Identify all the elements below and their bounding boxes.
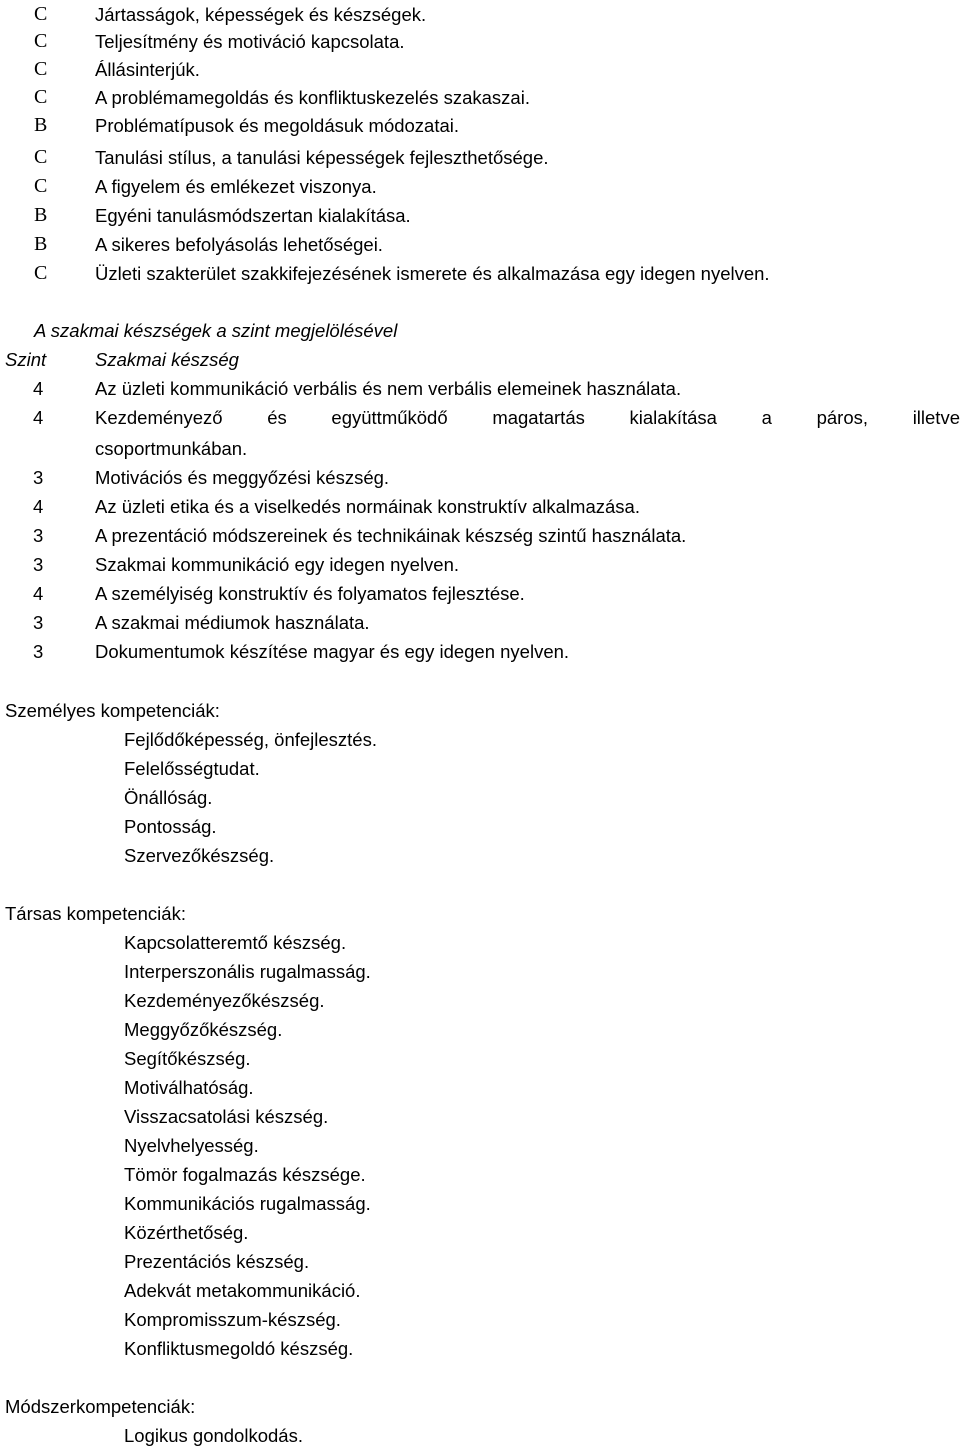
item-text: Problématípusok és megoldásuk módozatai. — [95, 115, 460, 136]
column-header-level: Szint — [5, 349, 47, 370]
column-header-skill: Szakmai készség — [95, 349, 239, 370]
competency-item: Visszacsatolási készség. — [124, 1106, 329, 1127]
item-text: A problémamegoldás és konfliktuskezelés szakaszai. — [95, 87, 530, 108]
skill-text: Szakmai kommunikáció egy idegen nyelven. — [95, 554, 460, 575]
skill-level: 4 — [33, 496, 44, 517]
level-code: B — [34, 204, 48, 226]
skill-text: A prezentáció módszereinek és technikáinak készség szintű használata. — [95, 525, 687, 546]
competency-item: Logikus gondolkodás. — [124, 1425, 303, 1446]
competency-item: Meggyőzőkészség. — [124, 1019, 283, 1040]
skill-level: 4 — [33, 583, 44, 604]
competency-item: Nyelvhelyesség. — [124, 1135, 259, 1156]
level-code: B — [34, 233, 48, 255]
skill-level: 4 — [33, 378, 44, 399]
level-code: C — [34, 262, 48, 284]
skill-level: 3 — [33, 467, 44, 488]
competency-item: Pontosság. — [124, 816, 217, 837]
competency-item: Kommunikációs rugalmasság. — [124, 1193, 371, 1214]
item-text: A sikeres befolyásolás lehetőségei. — [95, 234, 383, 255]
level-code: C — [34, 175, 48, 197]
skill-text: Az üzleti etika és a viselkedés normáinak konstruktív alkalmazása. — [95, 496, 640, 517]
competency-item: Fejlődőképesség, önfejlesztés. — [124, 729, 377, 750]
item-text: Üzleti szakterület szakkifejezésének ismerete és alkalmazása egy idegen nyelven. — [95, 263, 770, 284]
skill-text: Motivációs és meggyőzési készség. — [95, 467, 390, 488]
skill-text: Az üzleti kommunikáció verbális és nem verbális elemeinek használata. — [95, 378, 682, 399]
competency-item: Kompromisszum-készség. — [124, 1309, 341, 1330]
item-text: Állásinterjúk. — [95, 59, 200, 80]
level-code: C — [34, 3, 48, 25]
competency-item: Segítőkészség. — [124, 1048, 251, 1069]
item-text: Egyéni tanulásmódszertan kialakítása. — [95, 205, 411, 226]
competency-item: Konfliktusmegoldó készség. — [124, 1338, 354, 1359]
personal-competencies-title: Személyes kompetenciák: — [5, 700, 220, 721]
social-competencies-title: Társas kompetenciák: — [5, 903, 186, 924]
skill-row — [0, 403, 960, 432]
item-text: A figyelem és emlékezet viszonya. — [95, 176, 377, 197]
skill-text: Kezdeményező és együttműködő magatartás kialakítása a páros, illetve — [95, 407, 960, 428]
competency-item: Kapcsolatteremtő készség. — [124, 932, 347, 953]
competency-item: Kezdeményezőkészség. — [124, 990, 325, 1011]
competency-item: Adekvát metakommunikáció. — [124, 1280, 361, 1301]
method-competencies-title: Módszerkompetenciák: — [5, 1396, 196, 1417]
skill-text: Dokumentumok készítése magyar és egy idegen nyelven. — [95, 641, 570, 662]
competency-item: Önállóság. — [124, 787, 213, 808]
level-code: C — [34, 58, 48, 80]
level-code: C — [34, 30, 48, 52]
skill-level: 4 — [33, 407, 44, 428]
item-text: Teljesítmény és motiváció kapcsolata. — [95, 31, 405, 52]
skill-level: 3 — [33, 554, 44, 575]
competency-item: Szervezőkészség. — [124, 845, 275, 866]
competency-item: Felelősségtudat. — [124, 758, 260, 779]
skill-text: csoportmunkában. — [95, 438, 248, 459]
skills-heading: A szakmai készségek a szint megjelölésével — [34, 320, 398, 341]
competency-item: Közérthetőség. — [124, 1222, 249, 1243]
skill-level: 3 — [33, 525, 44, 546]
skill-level: 3 — [33, 612, 44, 633]
item-text: Jártasságok, képességek és készségek. — [95, 4, 427, 25]
skill-text: A szakmai médiumok használata. — [95, 612, 370, 633]
skill-level: 3 — [33, 641, 44, 662]
item-text: Tanulási stílus, a tanulási képességek fejleszthetősége. — [95, 147, 549, 168]
skill-text: A személyiség konstruktív és folyamatos fejlesztése. — [95, 583, 525, 604]
competency-item: Tömör fogalmazás készsége. — [124, 1164, 366, 1185]
level-code: C — [34, 146, 48, 168]
competency-item: Interperszonális rugalmasság. — [124, 961, 371, 982]
level-code: C — [34, 86, 48, 108]
level-code: B — [34, 114, 48, 136]
competency-item: Prezentációs készség. — [124, 1251, 310, 1272]
competency-item: Motiválhatóság. — [124, 1077, 254, 1098]
skills-column-headers — [0, 345, 960, 374]
